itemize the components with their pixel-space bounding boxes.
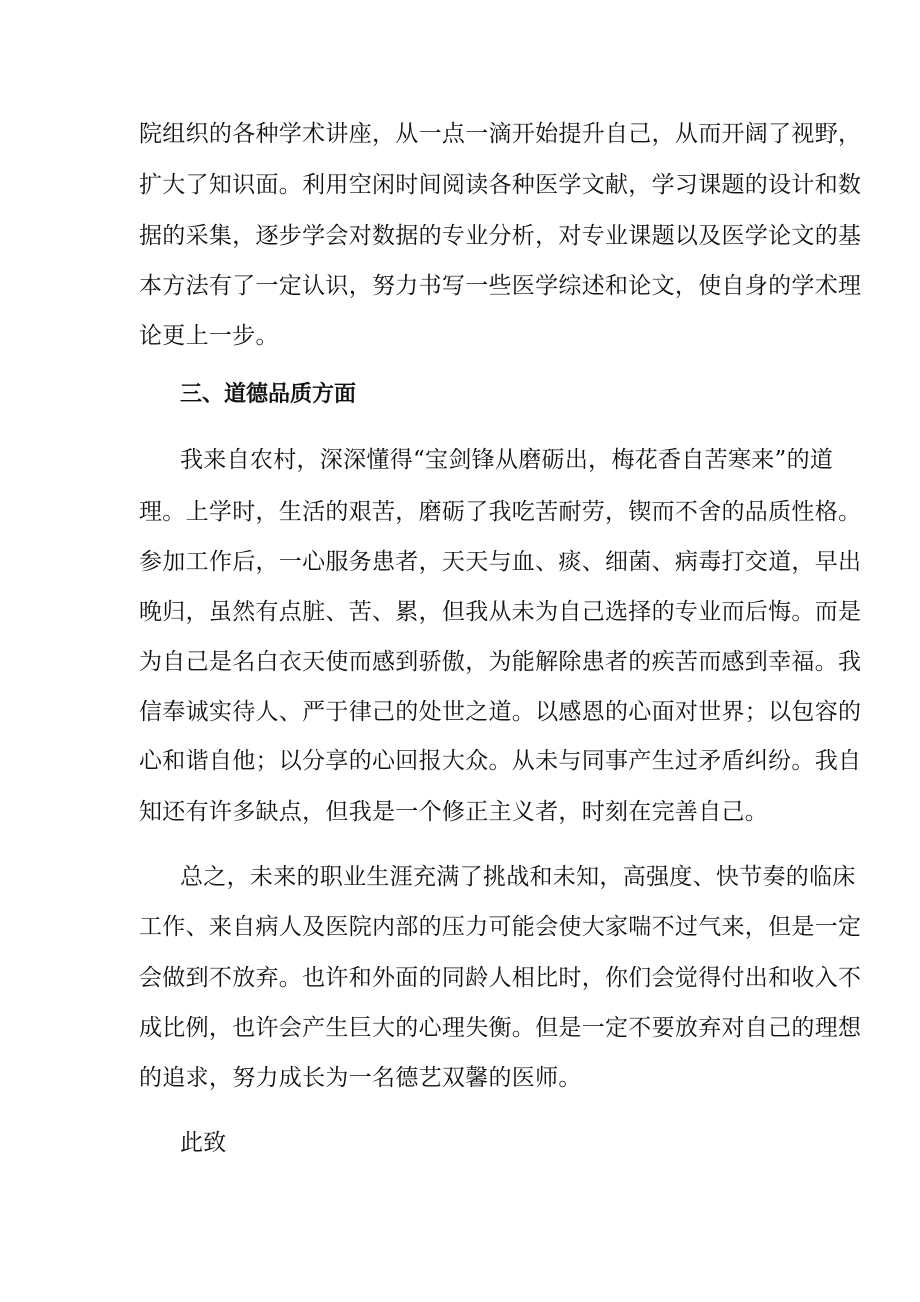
para2-line-8: 知还有许多缺点，但我是一个修正主义者，时刻在完善自己。 xyxy=(139,799,769,825)
para1-line-1: 院组织的各种学术讲座，从一点一滴开始提升自己，从而开阔了视野， xyxy=(139,121,862,147)
para2-line-6: 信奉诚实待人、严于律己的处世之道。以感恩的心面对世界；以包容的 xyxy=(139,699,862,725)
para1-line-4: 本方法有了一定认识，努力书写一些医学综述和论文，使自身的学术理 xyxy=(139,273,862,299)
para1-line-3: 据的采集，逐步学会对数据的专业分析，对专业课题以及医学论文的基 xyxy=(139,223,862,249)
closing-salutation: 此致 xyxy=(180,1130,227,1156)
para2-line-1: 我来自农村，深深懂得“宝剑锋从磨砺出，梅花香自苦寒来”的道 xyxy=(180,447,834,473)
para3-line-5: 的追求，努力成长为一名德艺双馨的医师。 xyxy=(139,1065,582,1091)
para1-line-2: 扩大了知识面。利用空闲时间阅读各种医学文献，学习课题的设计和数 xyxy=(139,172,862,198)
para3-line-2: 工作、来自病人及医院内部的压力可能会使大家喘不过气来，但是一定 xyxy=(139,914,862,940)
para2-line-7: 心和谐自他；以分享的心回报大众。从未与同事产生过矛盾纠纷。我自 xyxy=(139,748,862,774)
para2-line-3: 参加工作后，一心服务患者，天天与血、痰、细菌、病毒打交道，早出 xyxy=(139,549,862,575)
para3-line-4: 成比例，也许会产生巨大的心理失衡。但是一定不要放弃对自己的理想 xyxy=(139,1015,862,1041)
para2-line-4: 晚归，虽然有点脏、苦、累，但我从未为自己选择的专业而后悔。而是 xyxy=(139,599,862,625)
para1-line-5: 论更上一步。 xyxy=(139,323,279,349)
para3-line-3: 会做到不放弃。也许和外面的同龄人相比时，你们会觉得付出和收入不 xyxy=(139,965,862,991)
para3-line-1: 总之，未来的职业生涯充满了挑战和未知，高强度、快节奏的临床 xyxy=(180,864,856,890)
section-heading-moral-quality: 三、道德品质方面 xyxy=(180,382,357,407)
para2-line-5: 为自己是名白衣天使而感到骄傲，为能解除患者的疾苦而感到幸福。我 xyxy=(139,649,862,675)
para2-line-2: 理。上学时，生活的艰苦，磨砺了我吃苦耐劳，锲而不舍的品质性格。 xyxy=(139,499,862,525)
